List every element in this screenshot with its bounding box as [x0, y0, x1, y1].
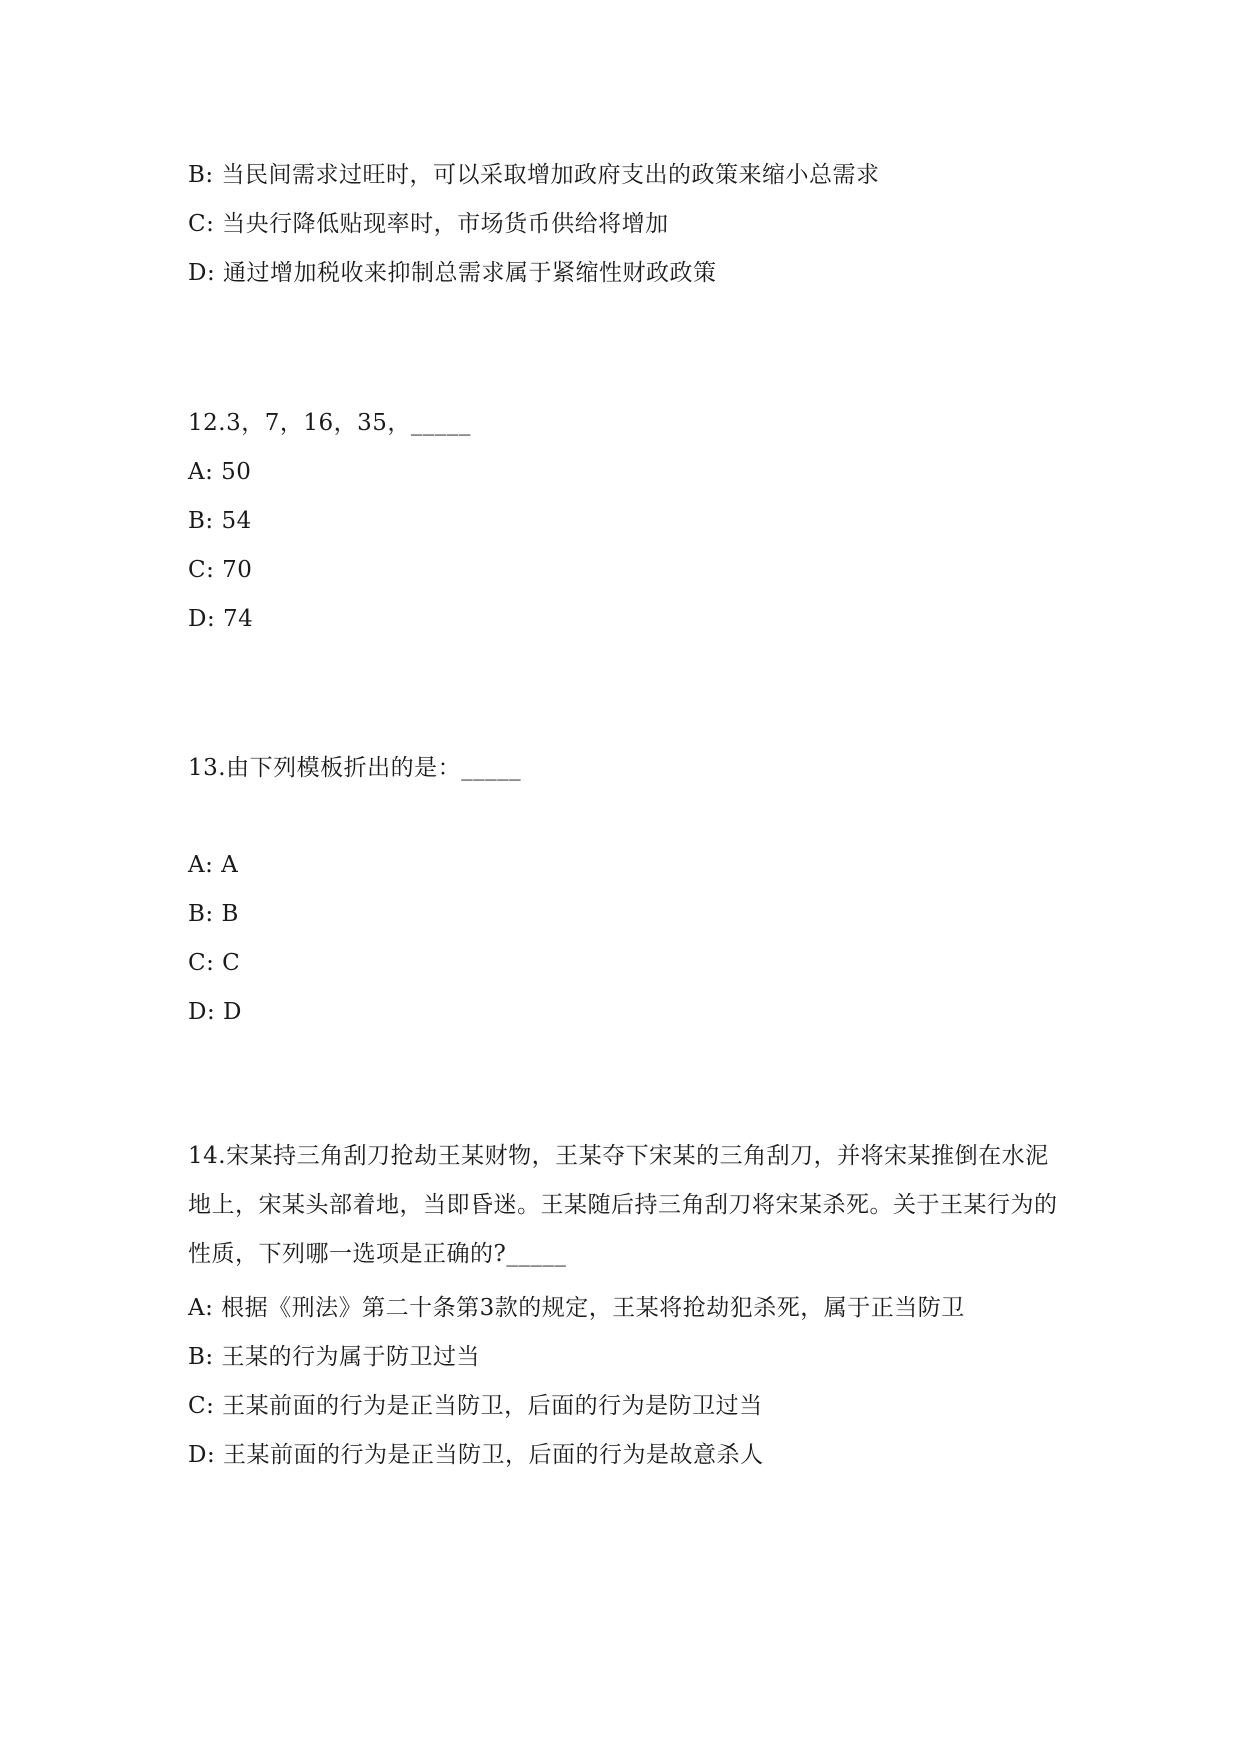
- option-letter: C:: [188, 211, 215, 237]
- q11-option-c: [188, 209, 669, 239]
- q12-option-a: [188, 457, 251, 487]
- option-letter: B:: [188, 508, 214, 534]
- q13-option-d: [188, 997, 242, 1027]
- option-text: D: [223, 999, 242, 1025]
- option-letter: B:: [188, 162, 214, 188]
- option-letter: C:: [188, 950, 215, 976]
- option-letter: C:: [188, 1393, 215, 1419]
- option-letter: A:: [188, 459, 214, 485]
- q12-option-b: [188, 506, 252, 536]
- option-text: 50: [221, 459, 252, 485]
- q11-option-b: [188, 160, 879, 190]
- option-text: 通过增加税收来抑制总需求属于紧缩性财政政策: [223, 260, 717, 286]
- option-letter: D:: [188, 1442, 216, 1468]
- option-letter: D:: [188, 999, 216, 1025]
- q14-option-c: [188, 1391, 763, 1421]
- q14-option-d: [188, 1440, 764, 1470]
- q12-option-d: [188, 604, 253, 634]
- q12-option-c: [188, 555, 252, 585]
- option-text: 王某前面的行为是正当防卫，后面的行为是防卫过当: [222, 1393, 763, 1419]
- option-text: 根据《刑法》第二十条第3款的规定，王某将抢劫犯杀死，属于正当防卫: [221, 1295, 965, 1321]
- option-text: 王某前面的行为是正当防卫，后面的行为是故意杀人: [223, 1442, 764, 1468]
- option-text: C: [222, 950, 241, 976]
- q14-option-a: [188, 1293, 965, 1323]
- option-text: 54: [221, 508, 252, 534]
- q13-option-b: [188, 899, 239, 929]
- q14-option-b: [188, 1342, 480, 1372]
- q12-stem: 12.3，7，16，35，_____: [188, 410, 471, 436]
- option-text: A: [221, 852, 239, 878]
- option-letter: B:: [188, 1344, 214, 1370]
- option-text: 70: [222, 557, 253, 583]
- option-text: 当民间需求过旺时，可以采取增加政府支出的政策来缩小总需求: [221, 162, 880, 188]
- q13-option-c: [188, 948, 240, 978]
- option-letter: A:: [188, 1295, 214, 1321]
- option-letter: B:: [188, 901, 214, 927]
- q13-option-a: [188, 850, 238, 880]
- option-text: 王某的行为属于防卫过当: [221, 1344, 480, 1370]
- option-text: B: [221, 901, 239, 927]
- option-text: 当央行降低贴现率时，市场货币供给将增加: [222, 211, 669, 237]
- q14-stem: 14.宋某持三角刮刀抢劫王某财物，王某夺下宋某的三角刮刀，并将宋某推倒在水泥地上，宋某头部着地，当即昏迷。王某随后持三角刮刀将宋某杀死。关于王某行为的性质，下列哪一选项是正确的?_____: [188, 1143, 1058, 1267]
- option-letter: A:: [188, 852, 214, 878]
- q11-option-d: [188, 258, 717, 288]
- option-text: 74: [223, 606, 254, 632]
- option-letter: C:: [188, 557, 215, 583]
- q13-stem: 13.由下列模板折出的是：_____: [188, 755, 522, 781]
- option-letter: D:: [188, 606, 216, 632]
- option-letter: D:: [188, 260, 216, 286]
